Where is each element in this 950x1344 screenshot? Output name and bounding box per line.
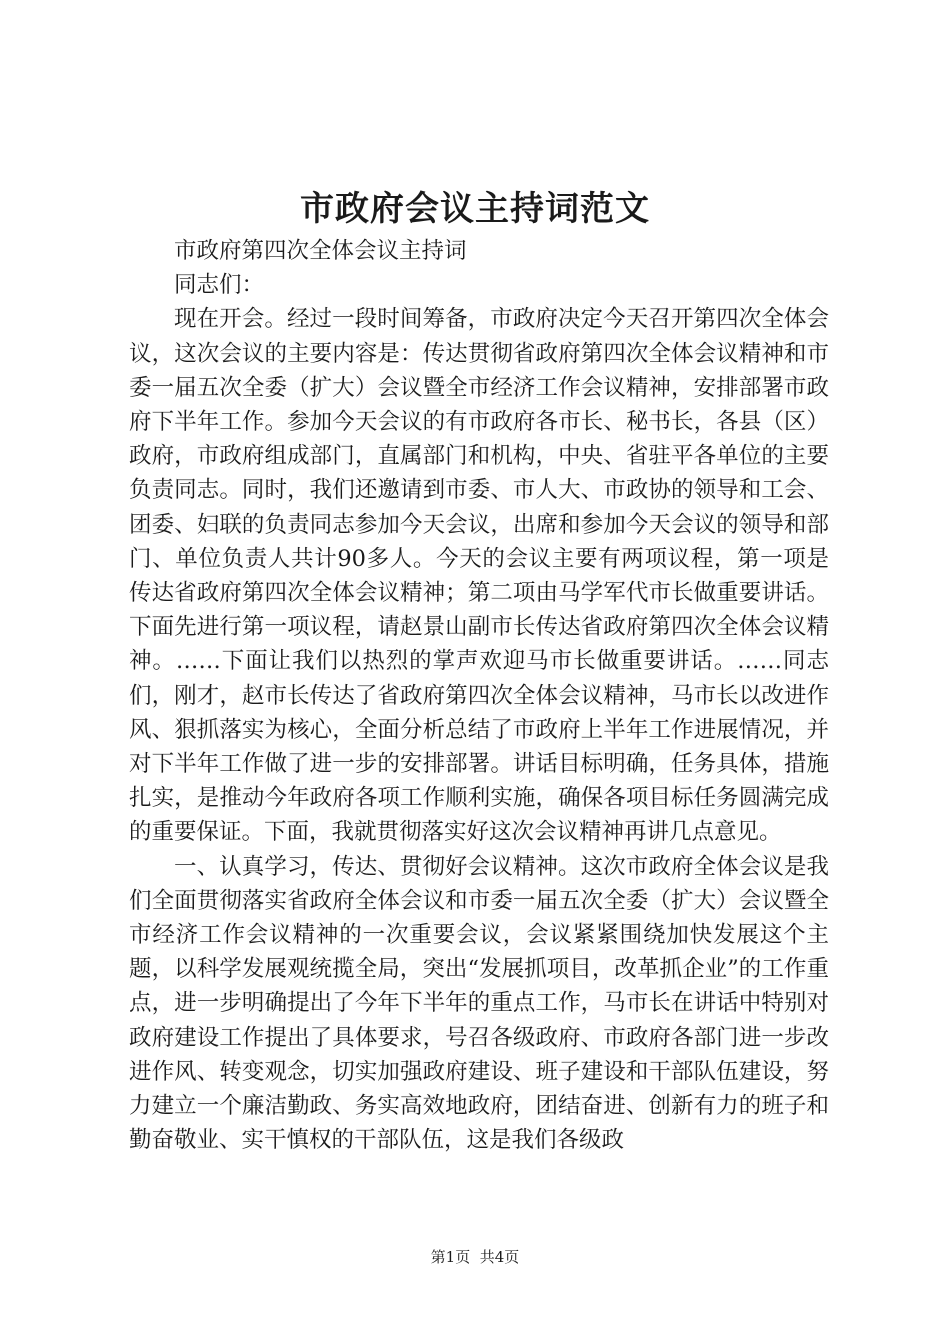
speech-heading: 市政府第四次全体会议主持词 (174, 238, 467, 264)
body-paragraph-opening: 现在开会。经过一段时间筹备，市政府决定今天召开第四次全体会议，这次会议的主要内容是：传达贯彻省政府第四次全体会议精神和市委一届五次全委（扩大）会议暨全市经济工作会议精神，安排部署市政府下半年工作。参加今天会议的有市政府各市长、秘书长，各县（区）政府，市政府组成部门，直属部门和机构，中央、省驻平各单位的主要负责同志。同时，我们还邀请到市委、市人大、市政协的领导和工会、团委、妇联的负责同志参加今天会议，出席和参加今天会议的领导和部门、单位负责人共计90多人。今天的会议主要有两项议程，第一项是传达省政府第四次全体会议精神；第二项由马学军代市长做重要讲话。下面先进行第一项议程，请赵景山副市长传达省政府第四次全体会议精神。……下面让我们以热烈的掌声欢迎马市长做重要讲话。……同志们，刚才，赵市长传达了省政府第四次全体会议精神，马市长以改进作风、狠抓落实为核心，全面分析总结了市政府上半年工作进展情况，并对下半年工作做了进一步的安排部署。讲话目标明确，任务具体，措施扎实，是推动今年政府各项工作顺利实施，确保各项目标任务圆满完成的重要保证。下面，我就贯彻落实好这次会议精神再讲几点意见。 (129, 306, 829, 846)
page-total: 共4页 (479, 1248, 520, 1266)
page-footer (0, 1247, 950, 1267)
salutation: 同志们： (174, 272, 265, 299)
page-number: 第1页 (430, 1248, 471, 1266)
document-body (129, 234, 829, 1157)
document-title: 市政府会议主持词范文 (300, 189, 650, 229)
body-paragraph-point-one: 一、认真学习，传达、贯彻好会议精神。这次市政府全体会议是我们全面贯彻落实省政府全体会议和市委一届五次全委（扩大）会议暨全市经济工作会议精神的一次重要会议，会议紧紧围绕加快发展这个主题，以科学发展观统揽全局，突出“发展抓项目，改革抓企业”的工作重点，进一步明确提出了今年下半年的重点工作，马市长在讲话中特别对政府建设工作提出了具体要求，号召各级政府、市政府各部门进一步改进作风、转变观念，切实加强政府建设、班子建设和干部队伍建设，努力建立一个廉洁勤政、务实高效地政府，团结奋进、创新有力的班子和勤奋敬业、实干慎权的干部队伍，这是我们各级政 (129, 853, 829, 1154)
